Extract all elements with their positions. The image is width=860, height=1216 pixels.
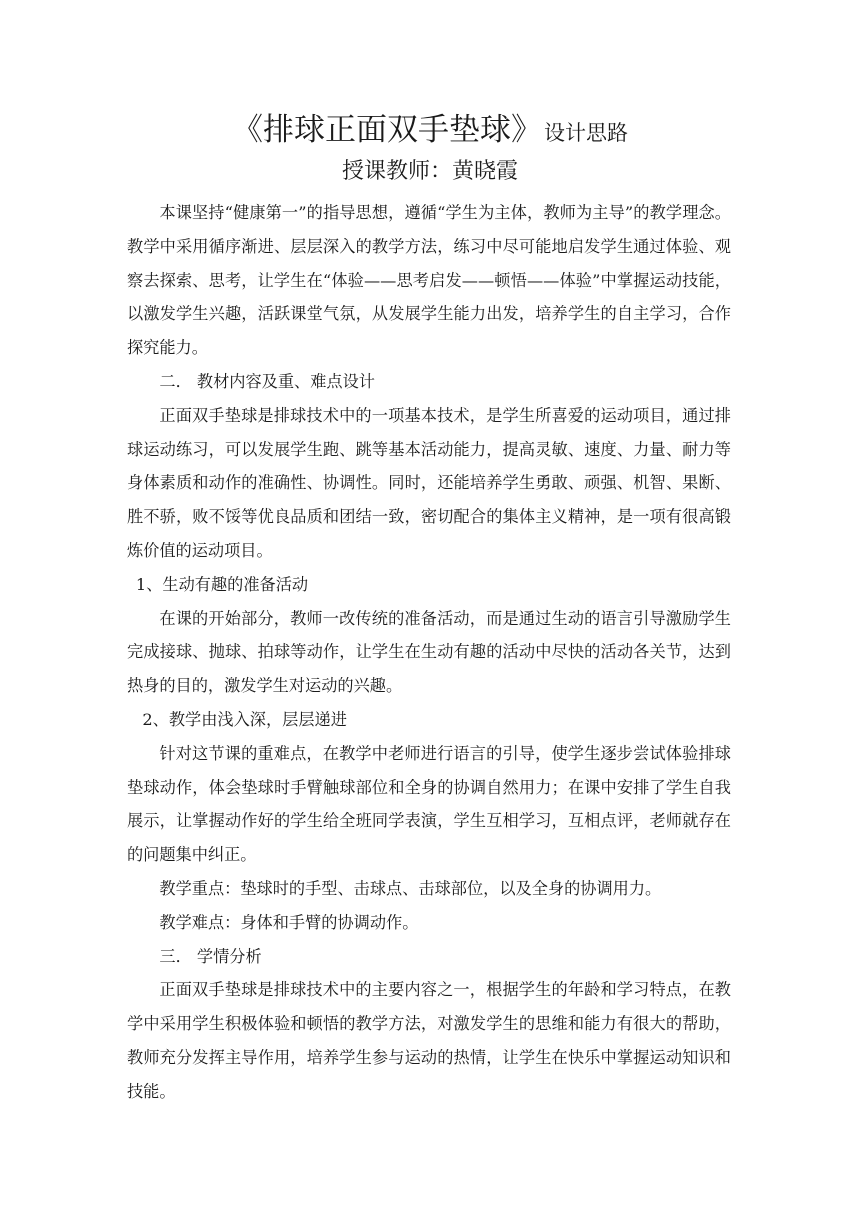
paragraph-material: 正面双手垫球是排球技术中的一项基本技术，是学生所喜爱的运动项目，通过排球运动练习，可以发展学生跑、跳等基本活动能力，提高灵敏、速度、力量、耐力等身体素质和动作的准确性、协调性。同时，还能培养学生勇敢、顽强、机智、果断、胜不骄，败不馁等优良品质和团结一致，密切配合的集体主义精神，是一项有很高锻炼价值的运动项目。 (127, 405, 731, 560)
document-body (127, 196, 731, 1109)
section-heading-2: 二． 教材内容及重、难点设计 (159, 371, 375, 391)
document-title-main: 《排球正面双手垫球》 (232, 112, 542, 148)
paragraph-intro: 本课坚持“健康第一”的指导思想，遵循“学生为主体，教师为主导”的教学理念。教学中采用循序渐进、层层深入的教学方法，练习中尽可能地启发学生通过体验、观察去探索、思考，让学生在“体验——思考启发——顿悟——体验”中掌握运动技能，以激发学生兴趣，活跃课堂气氛，从发展学生能力出发，培养学生的自主学习，合作探究能力。 (127, 203, 731, 358)
document-title (0, 108, 860, 152)
teacher-line: 授课教师：黄晓霞 (341, 159, 518, 184)
paragraph-learner-analysis: 正面双手垫球是排球技术中的主要内容之一，根据学生的年龄和学习特点，在教学中采用学生积极体验和顿悟的教学方法，对激发学生的思维和能力有很大的帮助，教师充分发挥主导作用，培养学生参与运动的热情，让学生在快乐中掌握运动知识和技能。 (127, 980, 731, 1101)
paragraph-key-point: 教学重点：垫球时的手型、击球点、击球部位，以及全身的协调用力。 (159, 878, 662, 898)
section-heading-3: 三． 学情分析 (159, 946, 262, 966)
paragraph-warmup: 在课的开始部分，教师一改传统的准备活动，而是通过生动的语言引导激励学生完成接球、抛球、拍球等动作，让学生在生动有趣的活动中尽快的活动各关节，达到热身的目的，激发学生对运动的兴趣。 (127, 608, 731, 696)
subheading-1: 1、生动有趣的准备活动 (135, 574, 309, 594)
paragraph-difficulty: 教学难点：身体和手臂的协调动作。 (159, 912, 419, 932)
paragraph-progression: 针对这节课的重难点，在教学中老师进行语言的引导，使学生逐步尝试体验排球垫球动作，体会垫球时手臂触球部位和全身的协调自然用力；在课中安排了学生自我展示，让掌握动作好的学生给全班同学表演，学生互相学习，互相点评，老师就存在的问题集中纠正。 (127, 743, 731, 865)
document-title-sub: 设计思路 (544, 121, 628, 145)
subheading-2: 2、教学由浅入深，层层递进 (142, 709, 347, 729)
